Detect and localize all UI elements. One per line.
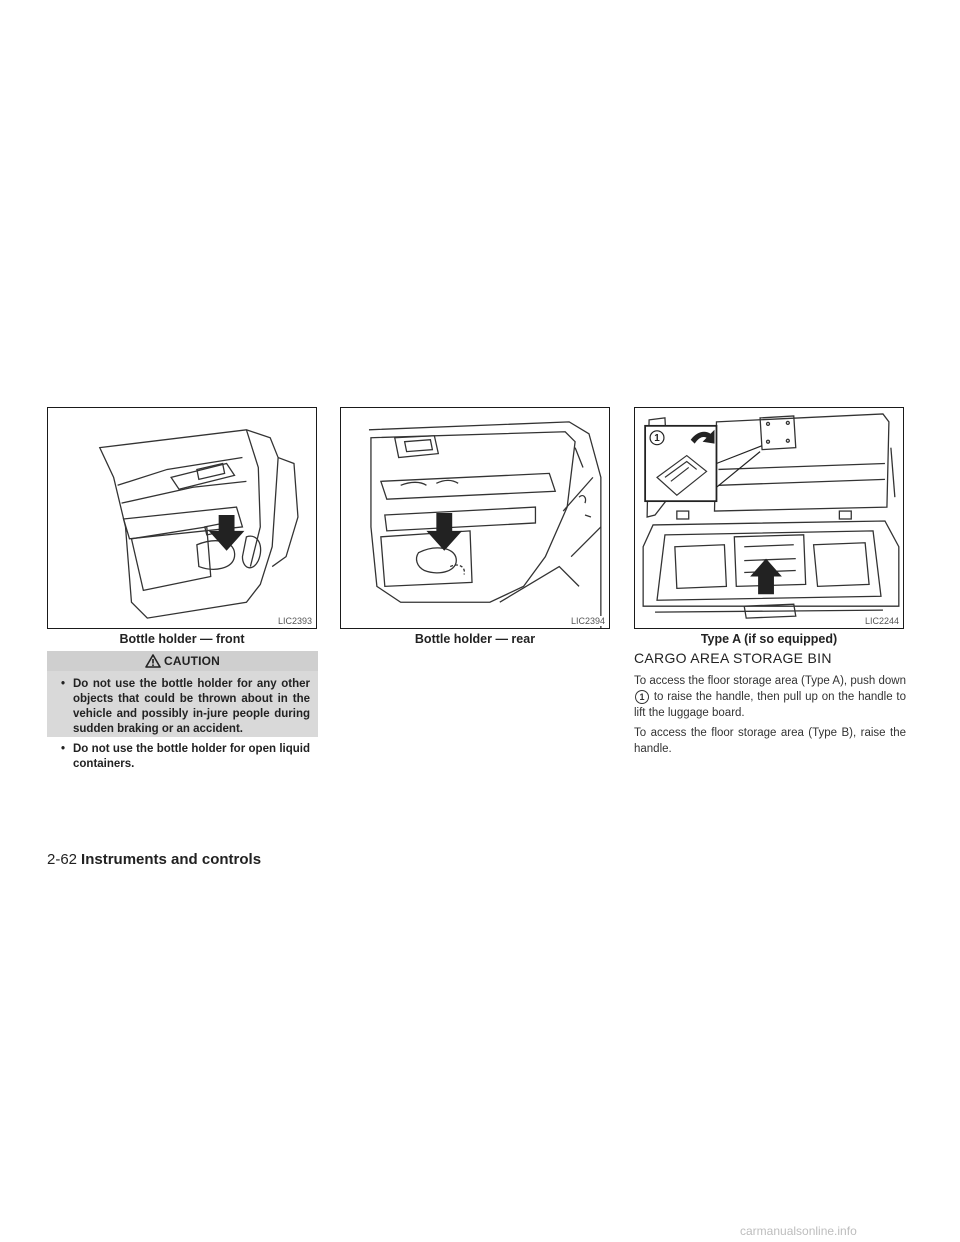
caution-item: • Do not use the bottle holder for open liquid containers. xyxy=(55,742,310,772)
paragraph-text: to raise the handle, then pull up on the handle to lift the luggage board. xyxy=(634,691,906,719)
watermark: carmanualsonline.info xyxy=(740,1224,857,1238)
front-door-illustration xyxy=(48,408,316,628)
caution-heading: CAUTION xyxy=(163,654,221,668)
figure-bottle-holder-front xyxy=(47,407,317,629)
paragraph-type-b: To access the floor storage area (Type B), raise the handle. xyxy=(634,727,906,755)
lift-arrow-icon xyxy=(750,559,782,595)
caution-box xyxy=(47,651,318,770)
chapter-title: Instruments and controls xyxy=(81,851,262,868)
paragraph-text: To access the floor storage area (Type A), push down xyxy=(634,675,906,687)
figure-cargo-type-a xyxy=(634,407,904,629)
figure-code: LIC2244 xyxy=(864,616,899,626)
paragraph-type-a xyxy=(634,673,906,721)
figure-caption: Type A (if so equipped) xyxy=(700,632,838,646)
rear-door-illustration xyxy=(341,408,609,628)
figure-caption: Bottle holder — rear xyxy=(414,632,536,646)
caution-header xyxy=(47,651,318,671)
section-title: CARGO AREA STORAGE BIN xyxy=(634,650,832,666)
caution-list xyxy=(47,671,318,772)
callout-number-inline: 1 xyxy=(635,690,649,704)
page-number: 2-62 xyxy=(47,851,78,868)
figure-code: LIC2394 xyxy=(570,616,605,626)
figure-code: LIC2393 xyxy=(277,616,312,626)
figure-bottle-holder-rear xyxy=(340,407,610,629)
page-footer xyxy=(47,851,261,868)
figure-caption: Bottle holder — front xyxy=(119,632,245,646)
warning-icon xyxy=(145,654,161,668)
callout-number: 1 xyxy=(654,433,660,445)
cargo-area-illustration xyxy=(635,408,903,628)
caution-item: • Do not use the bottle holder for any other objects that could be thrown about in the vehicle and possibly in-jure people during sudden braking or an accident. xyxy=(55,677,310,737)
